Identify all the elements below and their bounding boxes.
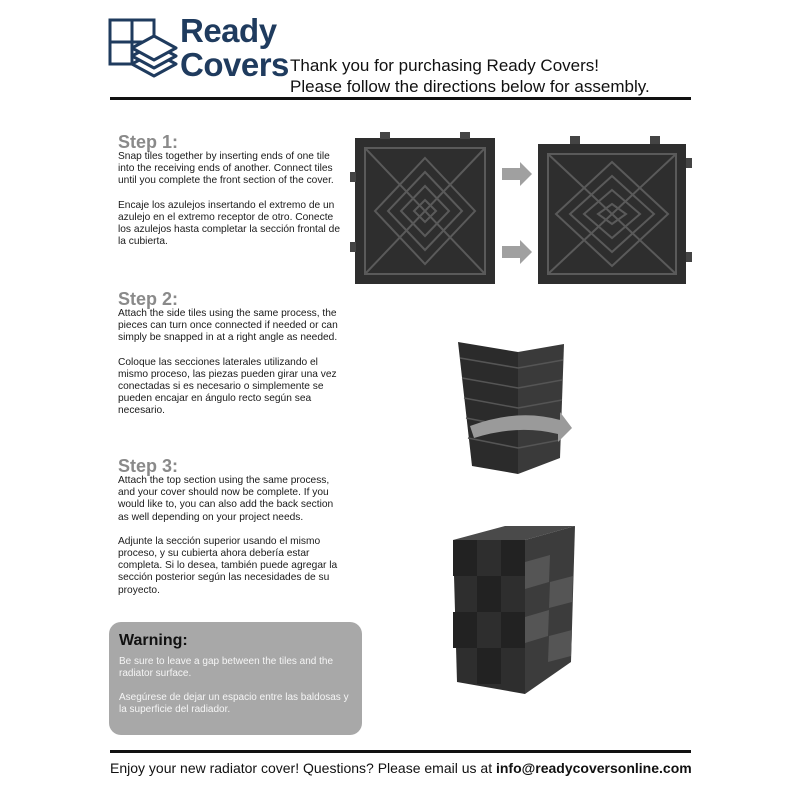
step-1 — [118, 133, 340, 260]
step-2 — [118, 290, 340, 430]
step-2-spanish: Coloque las secciones laterales utilizando el mismo proceso, las piezas pueden girar una vez conectadas si es necesario o simplemente se pueden encajar en ángulo recto según sea necesario. — [118, 356, 337, 417]
step-3-spanish: Adjunte la sección superior usando el mismo proceso, y su cubierta ahora debería estar completa. Si lo desea, también puede agregar la sección posterior según las necesidades de su proyecto. — [118, 535, 338, 596]
warning-english: Be sure to leave a gap between the tiles and the radiator surface. — [119, 656, 334, 679]
arrow-right-icon — [502, 240, 532, 264]
footer-text: Enjoy your new radiator cover! Questions? Please email us at — [110, 760, 496, 776]
step-1-illustration — [350, 132, 695, 292]
warning-box — [109, 622, 362, 735]
step-2-english: Attach the side tiles using the same process, the pieces can turn once connected if needed or can simply be snapped in at a right angle as needed. — [118, 308, 338, 344]
step-1-english: Snap tiles together by inserting ends of one tile into the receiving ends of another. Connect tiles until you complete the front section of the cover. — [118, 151, 334, 187]
warning-title: Warning: — [119, 632, 188, 649]
ready-covers-logo-icon — [108, 18, 178, 90]
tile-corner-assembly — [458, 342, 564, 474]
footer-divider — [110, 750, 691, 753]
footer — [110, 760, 692, 776]
warning-spanish: Asegúrese de dejar un espacio entre las baldosas y la superficie del radiador. — [119, 692, 349, 715]
step-3 — [118, 457, 340, 609]
step-3-english: Attach the top section using the same process, and your cover should now be complete. If you would like to, you can also add the back section as well depending on your project needs. — [118, 475, 334, 523]
header-divider — [110, 97, 691, 100]
contact-email-link[interactable]: info@readycoversonline.com — [495, 760, 692, 776]
step-3-illustration — [445, 522, 580, 697]
thank-you-line-1: Thank you for purchasing Ready Covers! — [290, 56, 599, 75]
step-2-title: Step 2: — [118, 289, 179, 309]
tile-front-right — [538, 136, 692, 284]
arrow-right-icon — [502, 162, 532, 186]
brand-word-covers: Covers — [180, 46, 289, 83]
assembled-cover — [453, 526, 575, 694]
thank-you-line-2: Please follow the directions below for assembly. — [290, 77, 650, 96]
step-2-illustration — [448, 338, 578, 478]
thank-you-message — [290, 55, 650, 97]
brand-name — [180, 14, 289, 82]
tile-front-left — [350, 132, 495, 284]
step-1-spanish: Encaje los azulejos insertando el extremo de un azulejo en el extremo receptor de otro. Conecte los azulejos hasta completar la sección frontal de la cubierta. — [118, 199, 340, 248]
step-3-title: Step 3: — [118, 456, 179, 476]
step-1-title: Step 1: — [118, 132, 179, 152]
brand-word-ready: Ready — [180, 12, 277, 49]
